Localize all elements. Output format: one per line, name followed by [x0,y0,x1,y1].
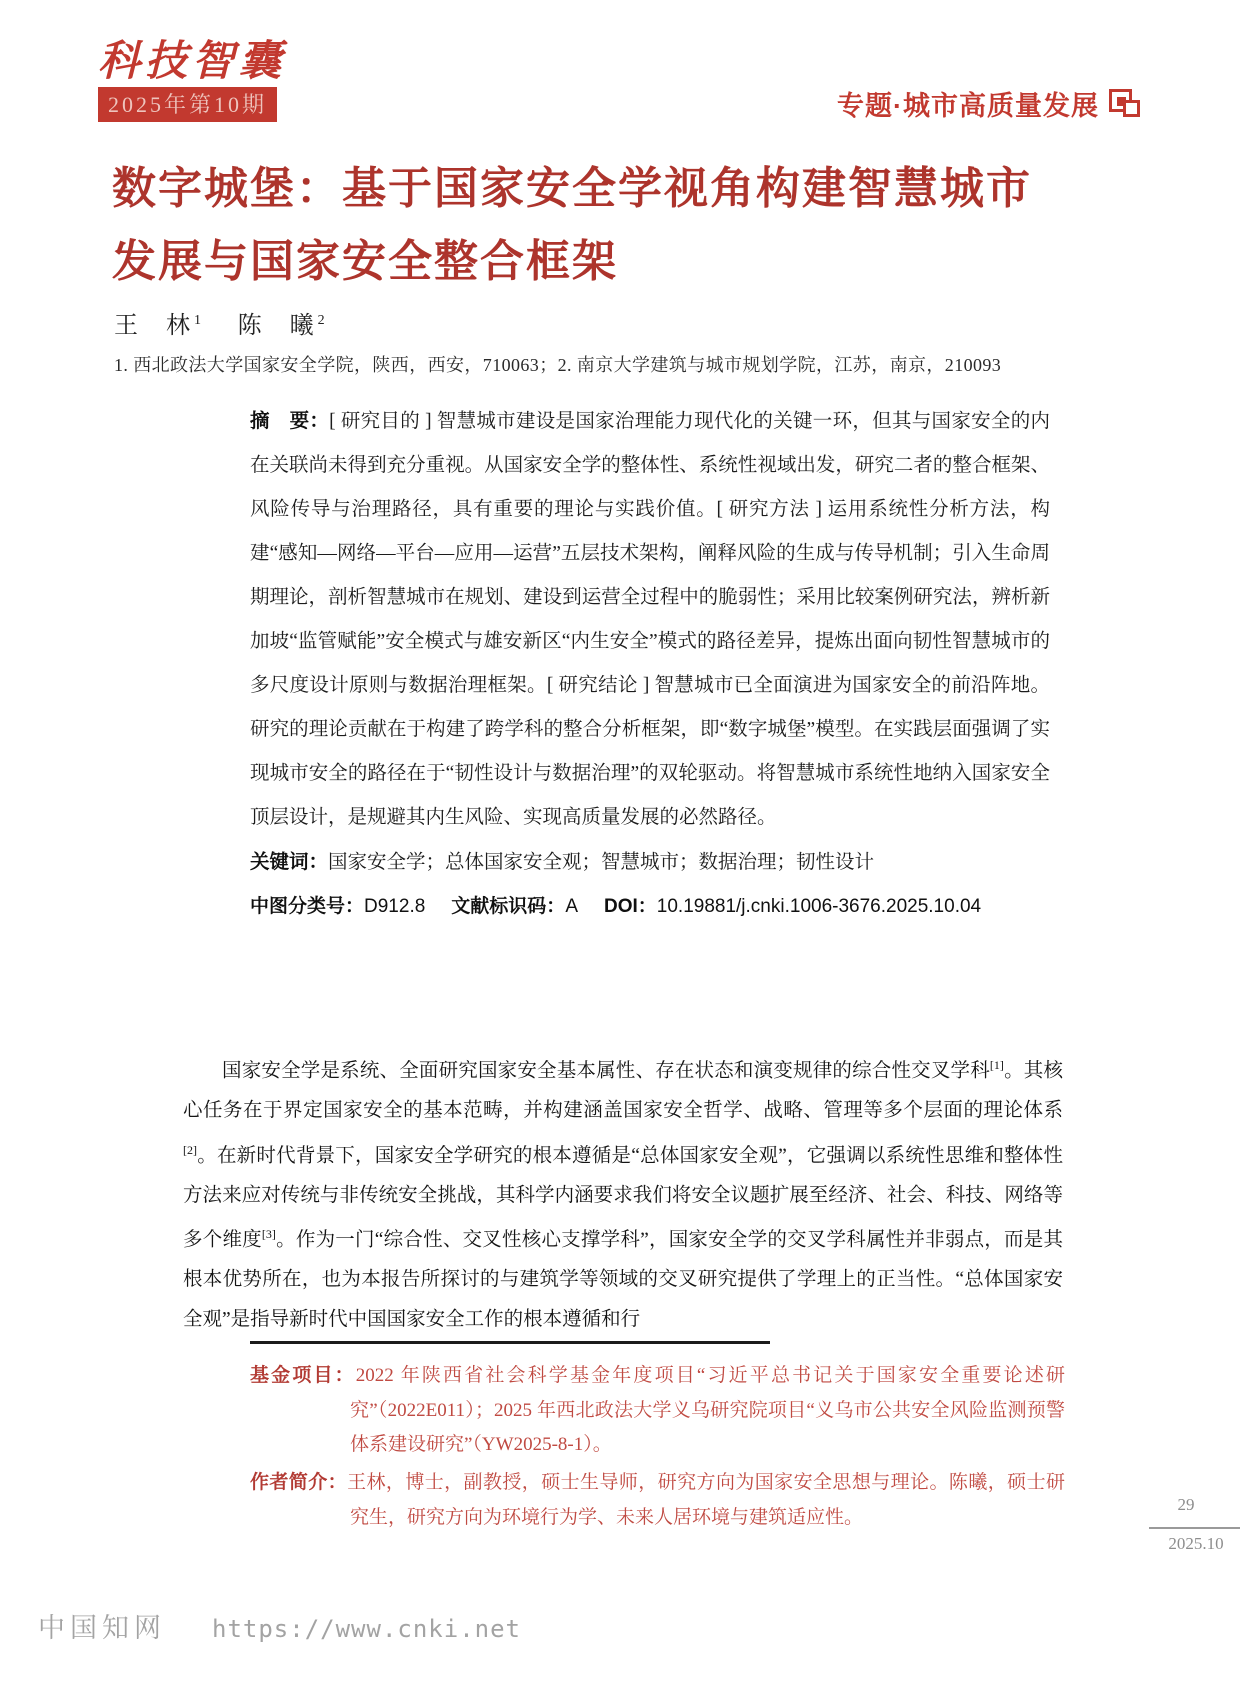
abstract-label: 摘 要： [250,410,330,432]
keywords-line [250,840,1050,885]
doi-value: 10.19881/j.cnki.1006-3676.2025.10.04 [656,896,982,917]
article-title [112,152,1092,298]
page-number: 29 [1177,1495,1195,1514]
abstract-block [250,399,1050,929]
affiliation: 1. 西北政法大学国家安全学院，陕西，西安，710063；2. 南京大学建筑与城市规划学院，江苏，南京，210093 [114,355,1002,375]
keywords-label: 关键词： [250,851,329,873]
doc-code-value: A [565,896,578,917]
article-title-line1: 数字城堡：基于国家安全学视角构建智慧城市 [112,164,1032,213]
authors [114,305,353,340]
keywords-text: 国家安全学；总体国家安全观；智慧城市；数据治理；韧性设计 [328,852,875,873]
clc-label: 中图分类号： [250,896,365,917]
author-bio-label: 作者简介： [250,1472,348,1493]
journal-logo: 科技智囊 [98,36,287,85]
author-2: 陈 曦 $^2$ [237,312,327,339]
watermark-site: 中国知网 [38,1613,166,1643]
author-2-affiliation-ref: 2 [317,313,327,328]
author-1: 王 林 $^1$ [114,312,203,339]
watermark-url: https://www.cnki.net [212,1615,521,1643]
author-bio-text: 王林，博士，副教授，硕士生导师，研究方向为国家安全思想与理论。陈曦，硕士研究生，研究方向为环境行为学、未来人居环境与建筑适应性。 [347,1472,1065,1528]
doi-label: DOI： [604,896,657,917]
issue-badge: 2025年第10期 [98,87,277,122]
doc-code-label: 文献标识码： [451,896,566,917]
section-header [837,84,1144,123]
article-title-line2: 发展与国家安全整合框架 [112,237,618,286]
cnki-watermark [38,1606,521,1645]
fund-project-label: 基金项目： [250,1365,356,1386]
classification-line [250,885,1050,929]
abstract-paragraph [250,399,1050,840]
footer-divider [1149,1527,1240,1529]
fund-project [250,1359,1065,1463]
issue-date: 2025.10 [1168,1534,1224,1553]
clc-value: D912.8 [364,896,426,917]
section-title: 专题·城市高质量发展 [837,91,1099,121]
fund-project-text: 2022 年陕西省社会科学基金年度项目“习近平总书记关于国家安全重要论述研究”（2022E011）；2025 年西北政法大学义乌研究院项目“义乌市公共安全风险监测预警体系建设研究”（YW2025-8-1）。 [350,1365,1065,1455]
footnote-divider [250,1341,770,1344]
abstract-text: [ 研究目的 ] 智慧城市建设是国家治理能力现代化的关键一环，但其与国家安全的内在关联尚未得到充分重视。从国家安全学的整体性、系统性视域出发，研究二者的整合框架、风险传导与治理路径，具有重要的理论与实践价值。[ 研究方法 ] 运用系统性分析方法，构建“感知—网络—平台—应用—运营”五层技术架构，阐释风险的生成与传导机制；引入生命周期理论，剖析智慧城市在规划、建设到运营全过程中的脆弱性；采用比较案例研究法，辨析新加坡“监管赋能”安全模式与雄安新区“内生安全”模式的路径差异，提炼出面向韧性智慧城市的多尺度设计原则与数据治理框架。[ 研究结论 ] 智慧城市已全面演进为国家安全的前沿阵地。研究的理论贡献在于构建了跨学科的整合分析框架，即“数字城堡”模型。在实践层面强调了实现城市安全的路径在于“韧性设计与数据治理”的双轮驱动。将智慧城市系统性地纳入国家安全顶层设计，是规避其内生风险、实现高质量发展的必然路径。 [250,411,1050,828]
overlap-squares-icon-fill [1117,97,1126,106]
overlap-squares-icon [1108,86,1144,122]
author-1-affiliation-ref: 1 [194,313,203,328]
author-bio [250,1466,1065,1535]
journal-logo-block [98,38,286,122]
body-paragraph: 国家安全学是系统、全面研究国家安全基本属性、存在状态和演变规律的综合性交叉学科[1]。其核心任务在于界定国家安全的基本范畴，并构建涵盖国家安全哲学、战略、管理等多个层面的理论体系[2]。在新时代背景下，国家安全学研究的根本遵循是“总体国家安全观”，它强调以系统性思维和整体性方法来应对传统与非传统安全挑战，其科学内涵要求我们将安全议题扩展至经济、社会、科技、网络等多个维度[3]。作为一门“综合性、交叉性核心支撑学科”，国家安全学的交叉学科属性并非弱点，而是其根本优势所在，也为本报告所探讨的与建筑学等领域的交叉研究提供了学理上的正当性。“总体国家安全观”是指导新时代中国国家安全工作的根本遵循和行 [183,1058,1063,1330]
